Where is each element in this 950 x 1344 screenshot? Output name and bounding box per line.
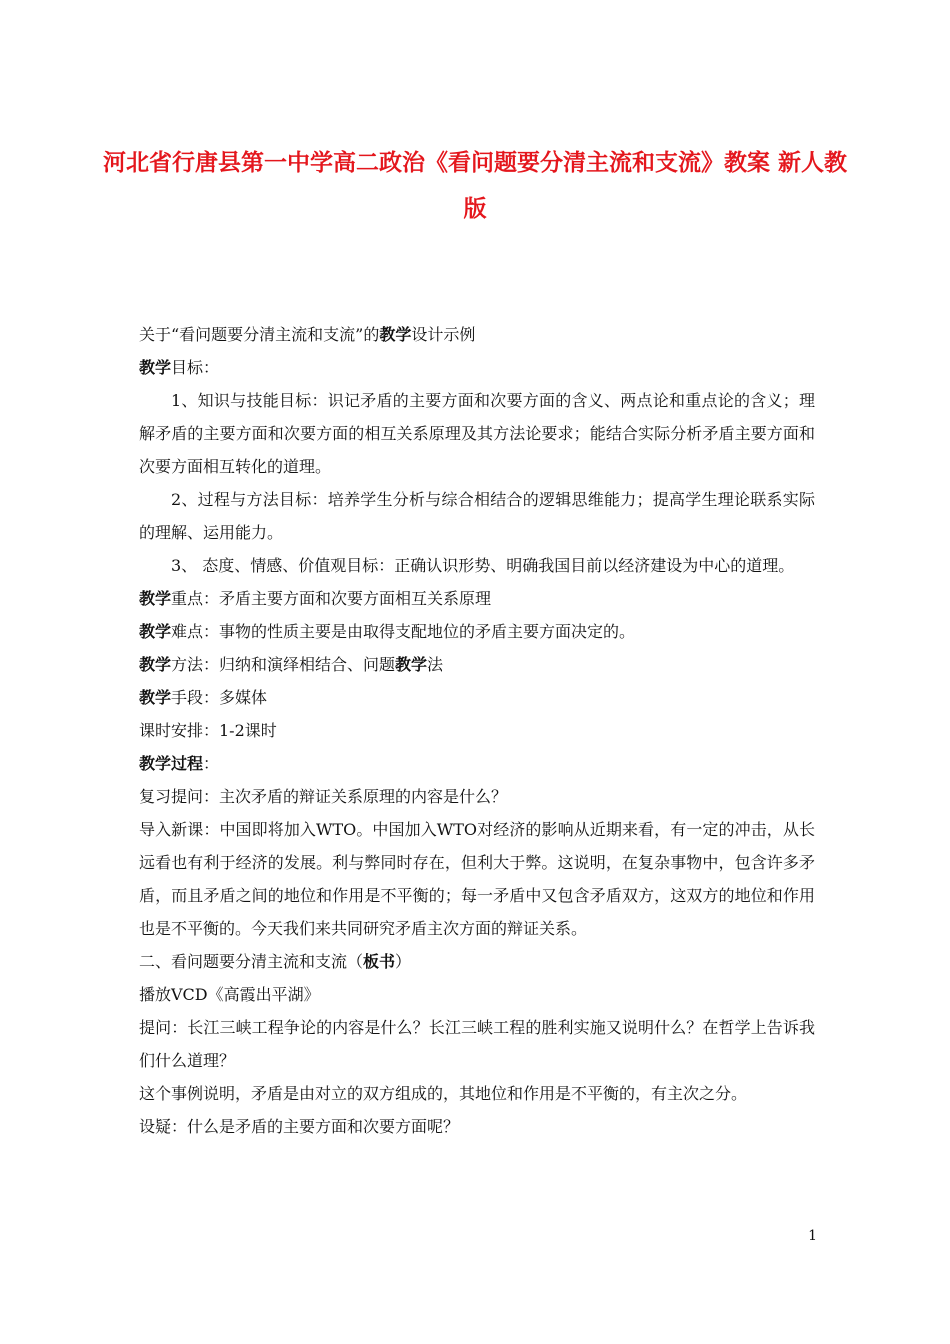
difficult-point-paragraph: 教学难点：事物的性质主要是由取得支配地位的矛盾主要方面决定的。 (139, 622, 636, 641)
key-point-paragraph: 教学重点：矛盾主要方面和次要方面相互关系原理 (139, 589, 492, 608)
doubt-paragraph: 设疑：什么是矛盾的主要方面和次要方面呢？ (139, 1117, 460, 1136)
process-heading: 教学过程： (139, 754, 220, 773)
review-paragraph: 复习提问：主次矛盾的辩证关系原理的内容是什么？ (139, 787, 508, 806)
section-2-heading: 二、看问题要分清主流和支流（板书） (139, 952, 412, 971)
example-paragraph: 这个事例说明，矛盾是由对立的双方组成的，其地位和作用是不平衡的，有主次之分。 (139, 1084, 748, 1103)
page-number: 1 (808, 1228, 817, 1244)
question-paragraph: 提问：长江三峡工程争论的内容是什么？长江三峡工程的胜利实施又说明什么？在哲学上告诉我们什么道理？ (139, 1018, 815, 1070)
means-paragraph: 教学手段：多媒体 (139, 688, 268, 707)
document-body (139, 318, 815, 1143)
goal-1-paragraph: 1、知识与技能目标：识记矛盾的主要方面和次要方面的含义、两点论和重点论的含义；理解矛盾的主要方面和次要方面的相互关系原理及其方法论要求；能结合实际分析矛盾主要方面和次要方面相互转化的道理。 (139, 391, 815, 476)
hours-paragraph: 课时安排：1-2课时 (139, 721, 277, 740)
method-paragraph: 教学方法：归纳和演绎相结合、问题教学法 (139, 655, 444, 674)
page-title: 河北省行唐县第一中学高二政治《看问题要分清主流和支流》教案 新人教版 (102, 150, 847, 222)
goals-heading: 教学目标： (139, 358, 220, 377)
intro-paragraph: 关于“看问题要分清主流和支流”的教学设计示例 (139, 325, 476, 344)
goal-2-paragraph: 2、过程与方法目标：培养学生分析与综合相结合的逻辑思维能力；提高学生理论联系实际的理解、运用能力。 (139, 490, 815, 542)
lead-in-paragraph: 导入新课：中国即将加入WTO。中国加入WTO对经济的影响从近期来看，有一定的冲击，从长远看也有利于经济的发展。利与弊同时存在，但利大于弊。这说明，在复杂事物中，包含许多矛盾，而且矛盾之间的地位和作用是不平衡的；每一矛盾中又包含矛盾双方，这双方的地位和作用也是不平衡的。今天我们来共同研究矛盾主次方面的辩证关系。 (139, 820, 815, 938)
goal-3-paragraph: 3、 态度、情感、价值观目标：正确认识形势、明确我国目前以经济建设为中心的道理。 (171, 556, 795, 575)
play-paragraph: 播放VCD《高霞出平湖》 (139, 985, 320, 1004)
